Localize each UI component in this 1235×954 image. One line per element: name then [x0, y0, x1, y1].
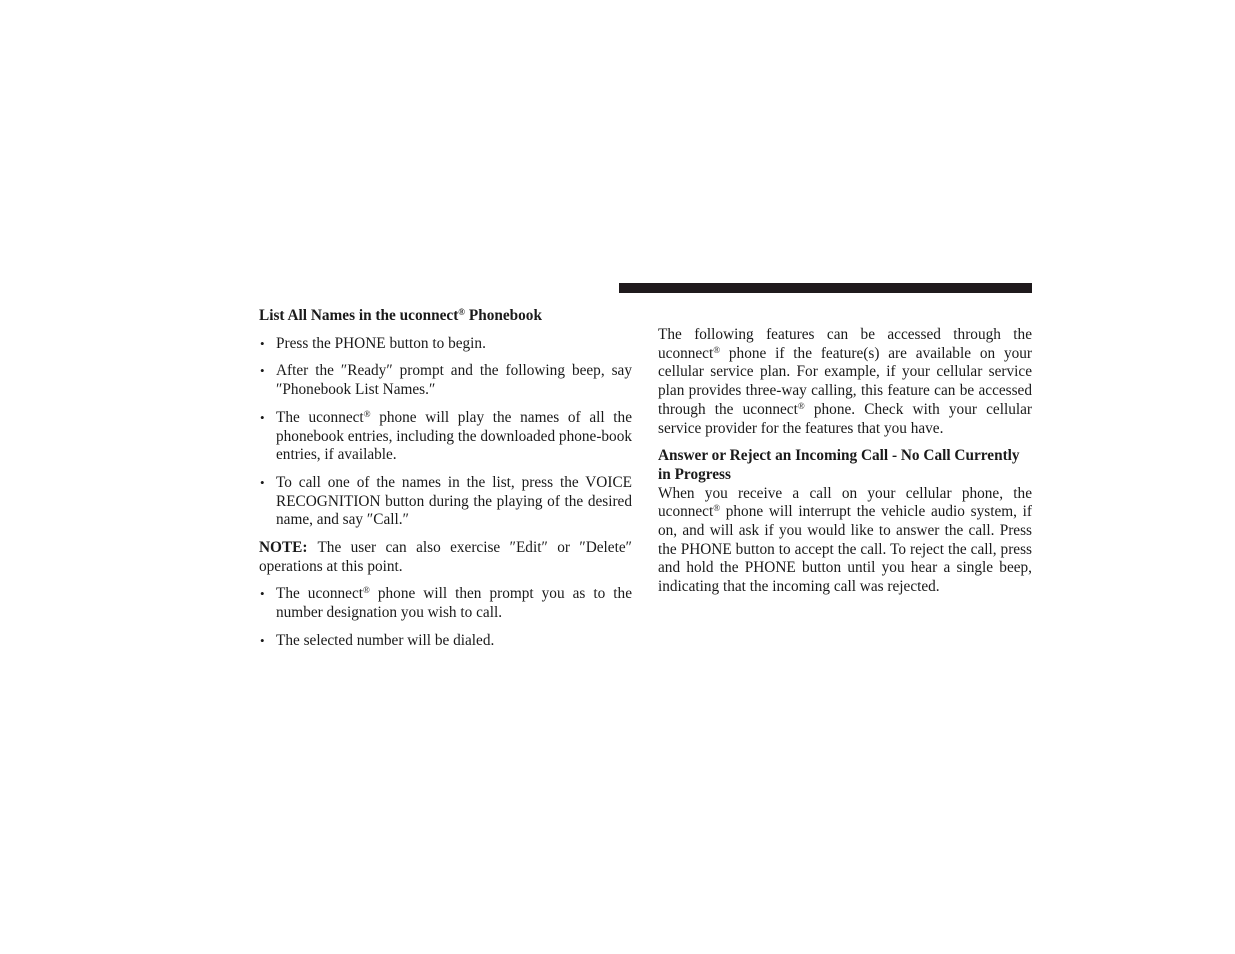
features-intro-paragraph: The following features can be accessed through the uconnect® phone if the feature(s) are available on your cellular service plan. For example, if your cellular service plan provides three-way calling, this feature can be accessed through the uconnect® phone. Check with your cellular service provider for the features that you have. [658, 326, 1032, 437]
list-item: • Press the PHONE button to begin. [259, 335, 632, 354]
bullet-list-steps [259, 335, 632, 530]
right-column [658, 326, 1032, 597]
list-item: • The uconnect® phone will then prompt you as to the number designation you wish to call. [259, 585, 632, 622]
registered-mark: ® [458, 307, 466, 317]
registered-mark: ® [797, 400, 805, 411]
list-item: • The selected number will be dialed. [259, 632, 632, 651]
answer-reject-heading: Answer or Reject an Incoming Call - No Call Currently in Progress [658, 447, 1020, 483]
list-names-heading: List All Names in the uconnect® Phonebook [259, 307, 542, 324]
registered-mark: ® [363, 408, 371, 419]
section-header-bar [619, 283, 1032, 293]
bullet-list-followup [259, 585, 632, 650]
list-item: • To call one of the names in the list, press the VOICE RECOGNITION button during the playing of the desired name, and say ″Call.″ [259, 474, 632, 530]
note-label: NOTE: [259, 539, 308, 557]
registered-mark: ® [363, 585, 370, 596]
answer-reject-paragraph: When you receive a call on your cellular phone, the uconnect® phone will interrupt the vehicle audio system, if on, and will ask if you would like to answer the call. Press the PHONE button to accept the call. To reject the call, press and hold the PHONE button until you hear a single beep, indicating that the incoming call was rejected. [658, 484, 1032, 596]
list-item: • The uconnect® phone will play the names of all the phonebook entries, including the downloaded phone-book entries, if available. [259, 409, 632, 465]
list-item: • After the ″Ready″ prompt and the following beep, say ″Phonebook List Names.″ [259, 362, 632, 399]
note-paragraph: NOTE: The user can also exercise ″Edit″ or ″Delete″ operations at this point. [259, 539, 632, 575]
registered-mark: ® [713, 344, 721, 355]
left-column [259, 307, 632, 651]
registered-mark: ® [713, 503, 721, 514]
